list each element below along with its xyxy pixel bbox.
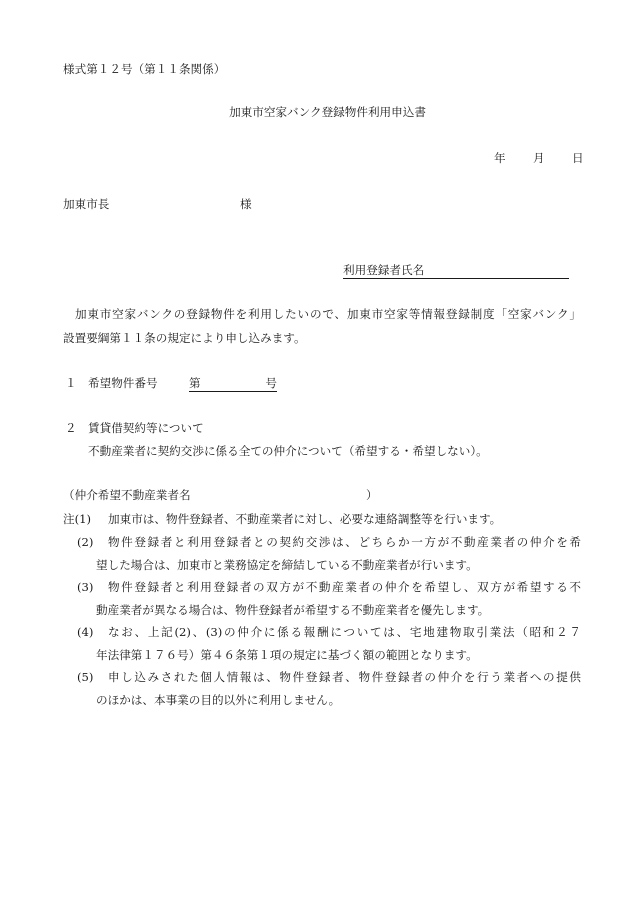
intro-line-2: 設置要綱第１１条の規定により申し込みます。	[63, 331, 306, 345]
broker-open: （仲介希望不動産業者名	[63, 488, 191, 502]
note-2-marker: (2)	[77, 535, 94, 549]
note-4-line-1: なお、上記(2)、(3)の仲介に係る報酬については、宅地建物取引業法（昭和２７	[108, 625, 581, 639]
item2-text: 不動産業者に契約交渉に係る全ての仲介について（希望する・希望しない）。	[88, 444, 488, 458]
date-day: 日	[572, 151, 584, 165]
note-5-line-2: のほかは、本事業の目的以外に利用しません。	[96, 693, 341, 707]
item1-number: １	[65, 376, 77, 390]
date-month: 月	[533, 151, 545, 165]
note-4-marker: (4)	[77, 625, 94, 639]
note-2-line-1: 物件登録者と利用登録者との契約交渉は、どちらか一方が不動産業者の仲介を希	[108, 535, 581, 549]
note-3-line-1: 物件登録者と利用登録者の双方が不動産業者の仲介を希望し、双方が希望する不	[108, 580, 581, 594]
document-title: 加東市空家バンク登録物件利用申込書	[229, 105, 426, 119]
property-number-field[interactable]	[189, 378, 277, 392]
property-number-prefix: 第	[189, 376, 201, 390]
applicant-name-field[interactable]	[343, 265, 569, 279]
addressee-name: 加東市長	[63, 197, 110, 211]
note-5-line-1: 申し込みされた個人情報は、物件登録者、物件登録者の仲介を行う業者への提供	[108, 670, 581, 684]
property-number-suffix: 号	[265, 376, 277, 390]
item1-label: 希望物件番号	[88, 376, 158, 390]
intro-line-1: 加東市空家バンクの登録物件を利用したいので、加東市空家等情報登録制度「空家バンク」	[75, 307, 581, 321]
applicant-name-label: 利用登録者氏名	[343, 263, 425, 277]
item2-label: 賃貸借契約等について	[88, 421, 204, 435]
addressee-honorific: 様	[240, 197, 252, 211]
form-number: 様式第１２号（第１１条関係）	[63, 62, 226, 76]
note-5-marker: (5)	[77, 670, 94, 684]
note-1-marker: 注(1)	[63, 512, 92, 526]
note-3-line-2: 動産業者が異なる場合は、物件登録者が希望する不動産業者を優先します。	[96, 603, 490, 617]
note-1-line-1: 加東市は、物件登録者、不動産業者に対し、必要な連絡調整等を行います。	[108, 512, 502, 526]
broker-close: ）	[366, 488, 378, 502]
item2-number: ２	[65, 421, 77, 435]
note-2-line-2: 望した場合は、加東市と業務協定を締結している不動産業者が行います。	[96, 558, 478, 572]
note-4-line-2: 年法律第１７６号）第４６条第１項の規定に基づく額の範囲となります。	[96, 648, 478, 662]
date-year: 年	[494, 151, 506, 165]
note-3-marker: (3)	[77, 580, 94, 594]
